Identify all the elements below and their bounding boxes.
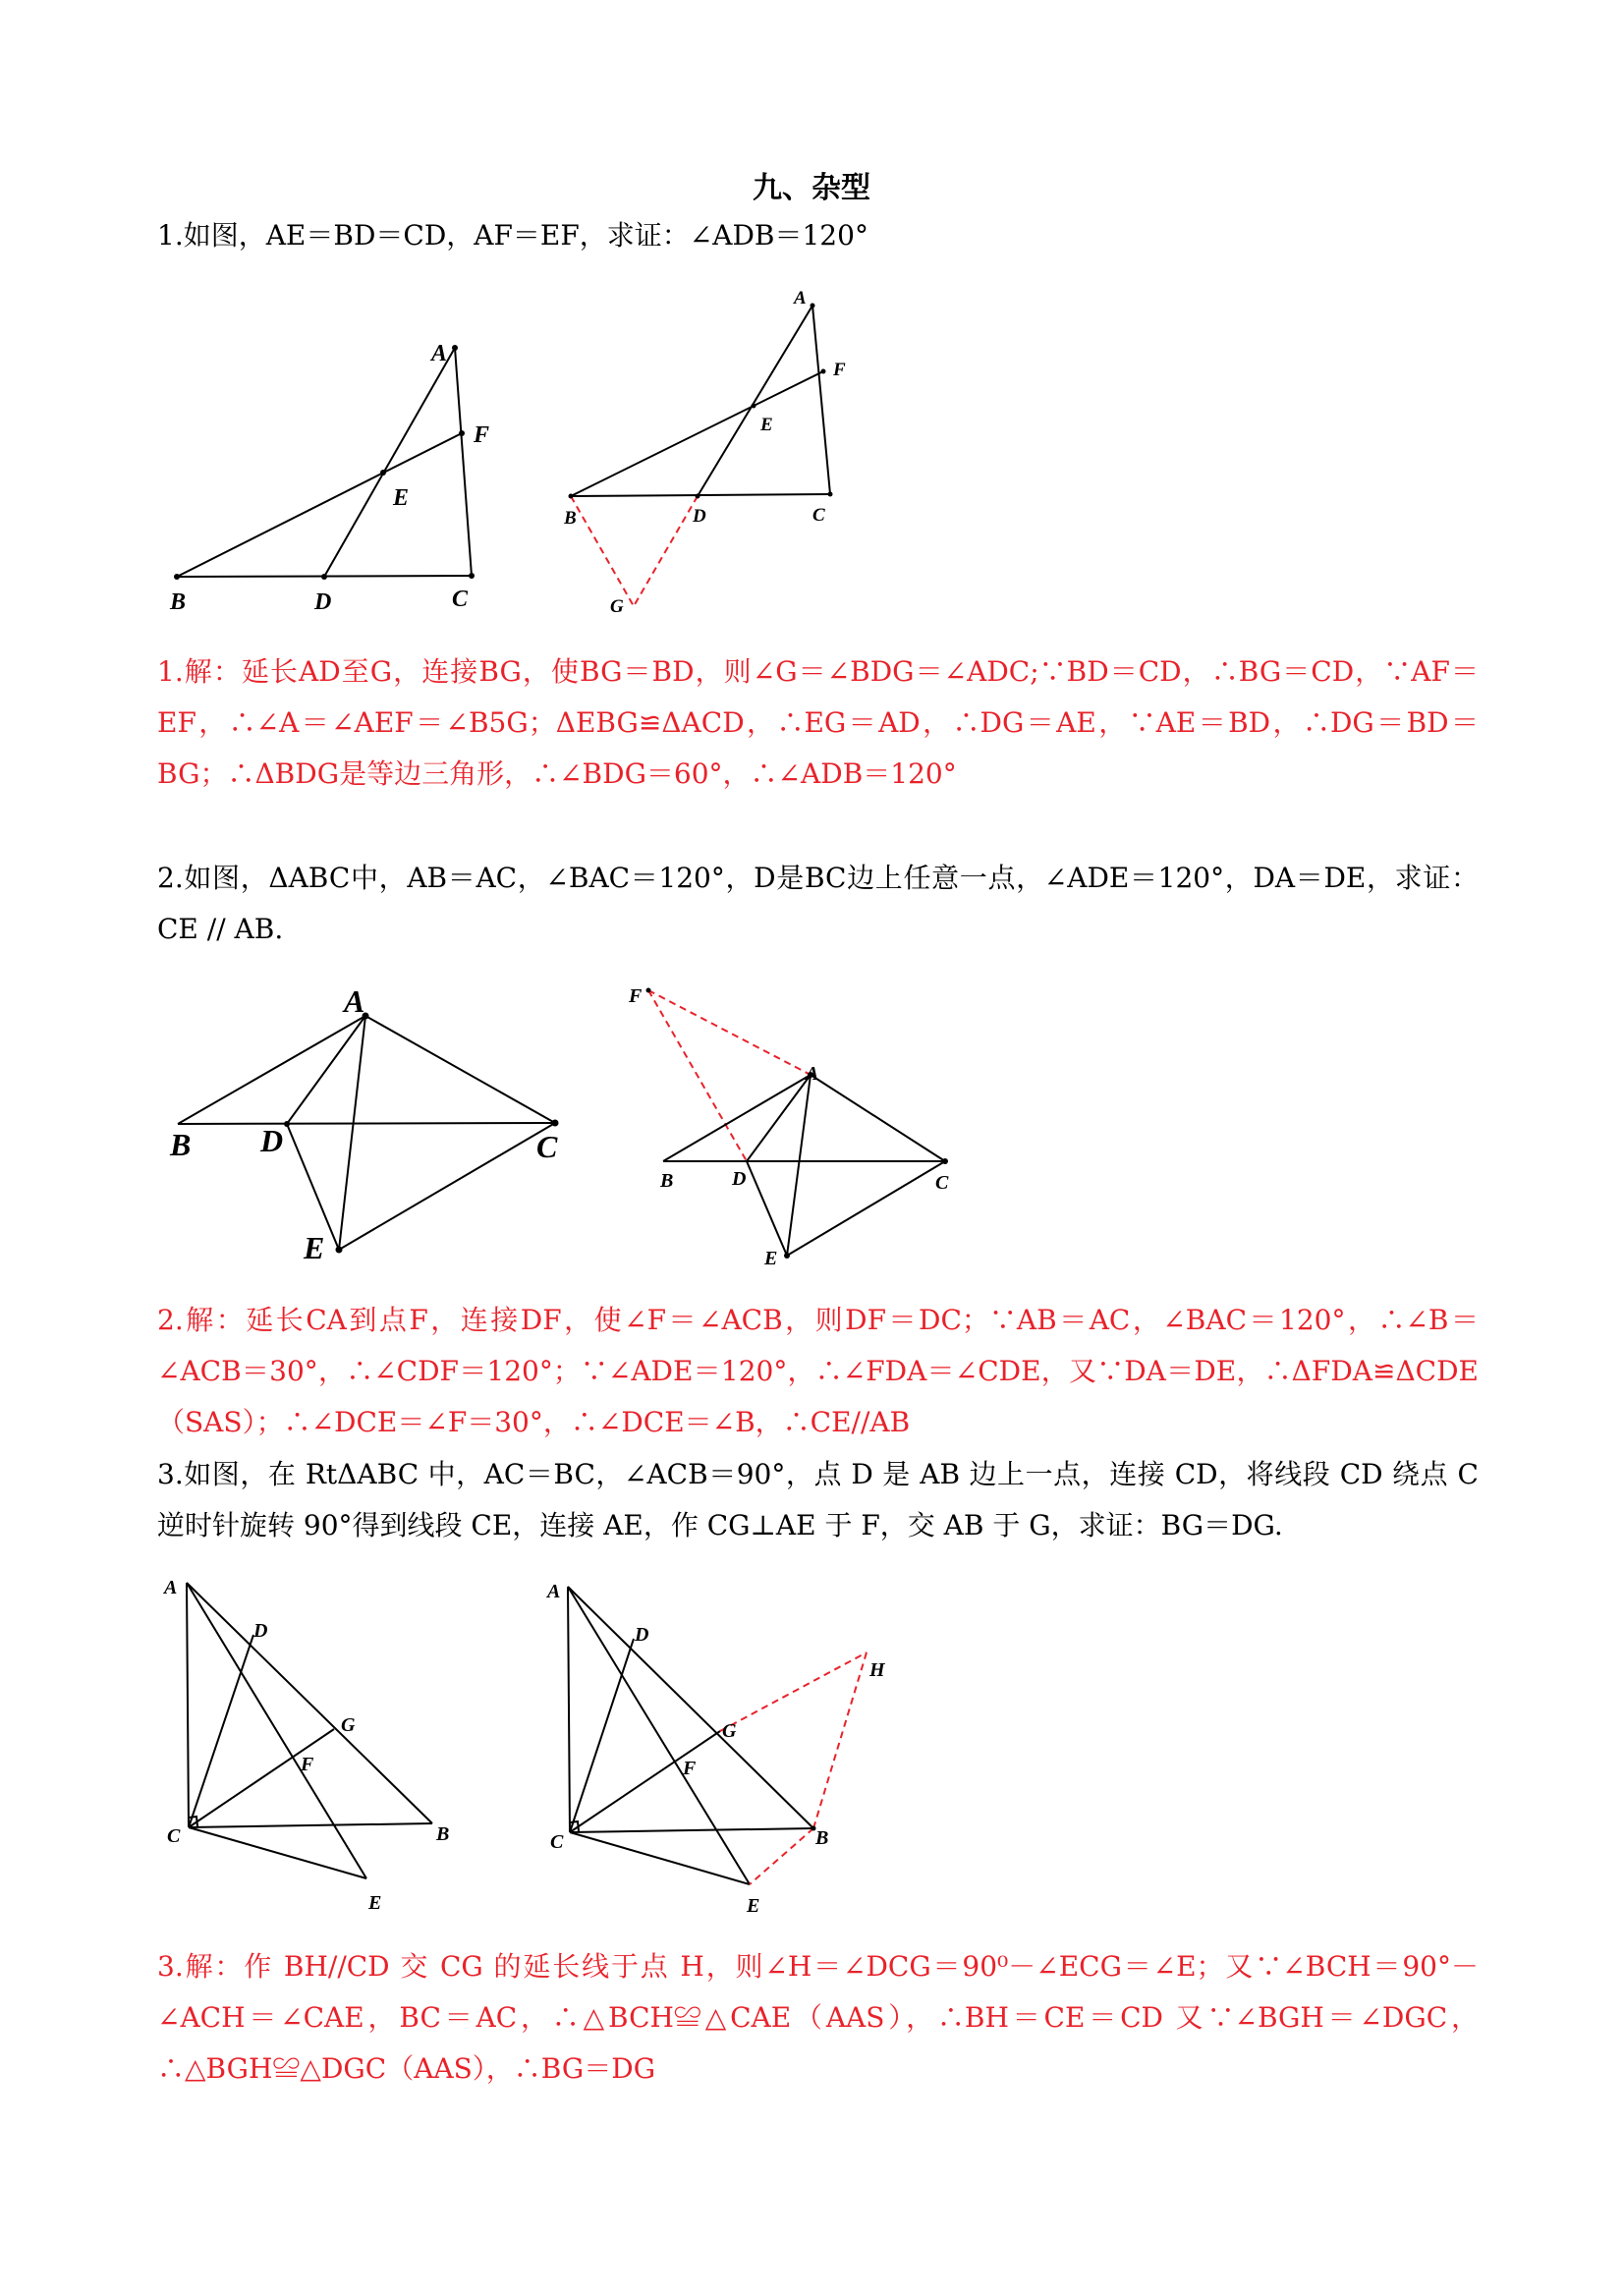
problem-2-statement: 2.如图，ΔABC中，AB＝AC，∠BAC＝120°，D是BC边上任意一点，∠ADE＝120°，DA＝DE，求证：CE // AB. bbox=[157, 862, 1479, 945]
label-F: F bbox=[629, 985, 643, 1007]
label-F: F bbox=[474, 422, 490, 448]
label-B: B bbox=[170, 1127, 192, 1162]
label-A: A bbox=[164, 1577, 178, 1598]
label-E: E bbox=[304, 1230, 325, 1265]
label-A: A bbox=[547, 1581, 561, 1602]
label-F: F bbox=[683, 1758, 697, 1779]
label-B: B bbox=[660, 1170, 674, 1192]
problem-3-solution: 3.解：作 BH//CD 交 CG 的延长线于点 H，则∠H＝∠DCG＝90⁰－∠ECG＝∠E；又∵∠BCH＝90°－∠ACH＝∠CAE，BC＝AC，∴△BCH≌△CAE（AAS），∴BH＝CE＝CD 又∵∠BGH＝∠DGC，∴△BGH≌△DGC（AAS），∴BG＝DG bbox=[157, 1950, 1479, 2085]
label-C: C bbox=[452, 587, 469, 612]
label-D: D bbox=[693, 506, 706, 527]
label-D: D bbox=[260, 1123, 284, 1158]
label-E: E bbox=[760, 415, 773, 435]
label-B: B bbox=[815, 1827, 829, 1849]
problem-2-solution: 2.解：延长CA到点F，连接DF，使∠F＝∠ACB，则DF＝DC；∵AB＝AC，∠BAC＝120°，∴∠B＝∠ACB＝30°，∴∠CDF＝120°；∵∠ADE＝120°，∴∠FDA＝∠CDE，又∵DA＝DE，∴ΔFDA≌ΔCDE（SAS）；∴∠DCE＝∠F＝30°，∴∠DCE＝∠B，∴CE//AB bbox=[157, 1304, 1479, 1438]
label-B: B bbox=[436, 1823, 450, 1845]
label-F: F bbox=[301, 1754, 314, 1775]
label-C: C bbox=[550, 1831, 564, 1853]
label-B: B bbox=[170, 589, 187, 615]
label-D: D bbox=[732, 1168, 747, 1190]
label-D: D bbox=[314, 589, 332, 615]
label-A: A bbox=[344, 983, 365, 1019]
label-G: G bbox=[722, 1720, 737, 1742]
label-C: C bbox=[812, 505, 825, 526]
label-H: H bbox=[869, 1659, 885, 1681]
label-F: F bbox=[833, 360, 846, 380]
problem-3-statement: 3.如图，在 RtΔABC 中，AC＝BC，∠ACB＝90°，点 D 是 AB 边上一点，连接 CD，将线段 CD 绕点 C 逆时针旋转 90°得到线段 CE，连接 AE，作 CG⊥AE 于 F，交 AB 于 G，求证：BG＝DG. bbox=[157, 1458, 1479, 1541]
problem-1-solution: 1.解：延长AD至G，连接BG，使BG＝BD，则∠G＝∠BDG＝∠ADC;∵BD＝CD，∴BG＝CD，∵AF＝EF，∴∠A＝∠AEF＝∠B5G；ΔEBG≌ΔACD，∴EG＝AD，∴DG＝AE，∵AE＝BD，∴DG＝BD＝BG；∴ΔBDG是等边三角形，∴∠BDG＝60°，∴∠ADB＝120° bbox=[157, 655, 1479, 790]
label-E: E bbox=[368, 1892, 382, 1914]
label-C: C bbox=[935, 1172, 949, 1194]
label-A: A bbox=[806, 1063, 819, 1085]
label-A: A bbox=[431, 341, 448, 366]
label-B: B bbox=[564, 508, 577, 529]
label-E: E bbox=[747, 1895, 760, 1917]
label-A: A bbox=[794, 288, 807, 308]
label-D: D bbox=[635, 1624, 649, 1646]
problem-1-statement: 1.如图，AE＝BD＝CD，AF＝EF，求证：∠ADB＝120° bbox=[157, 219, 868, 252]
label-E: E bbox=[393, 485, 410, 511]
label-E: E bbox=[764, 1248, 778, 1269]
label-C: C bbox=[167, 1825, 181, 1847]
label-D: D bbox=[253, 1620, 268, 1642]
label-C: C bbox=[536, 1129, 558, 1164]
label-G: G bbox=[341, 1714, 356, 1736]
section-title: 九、杂型 bbox=[753, 171, 870, 205]
label-G: G bbox=[610, 596, 624, 617]
